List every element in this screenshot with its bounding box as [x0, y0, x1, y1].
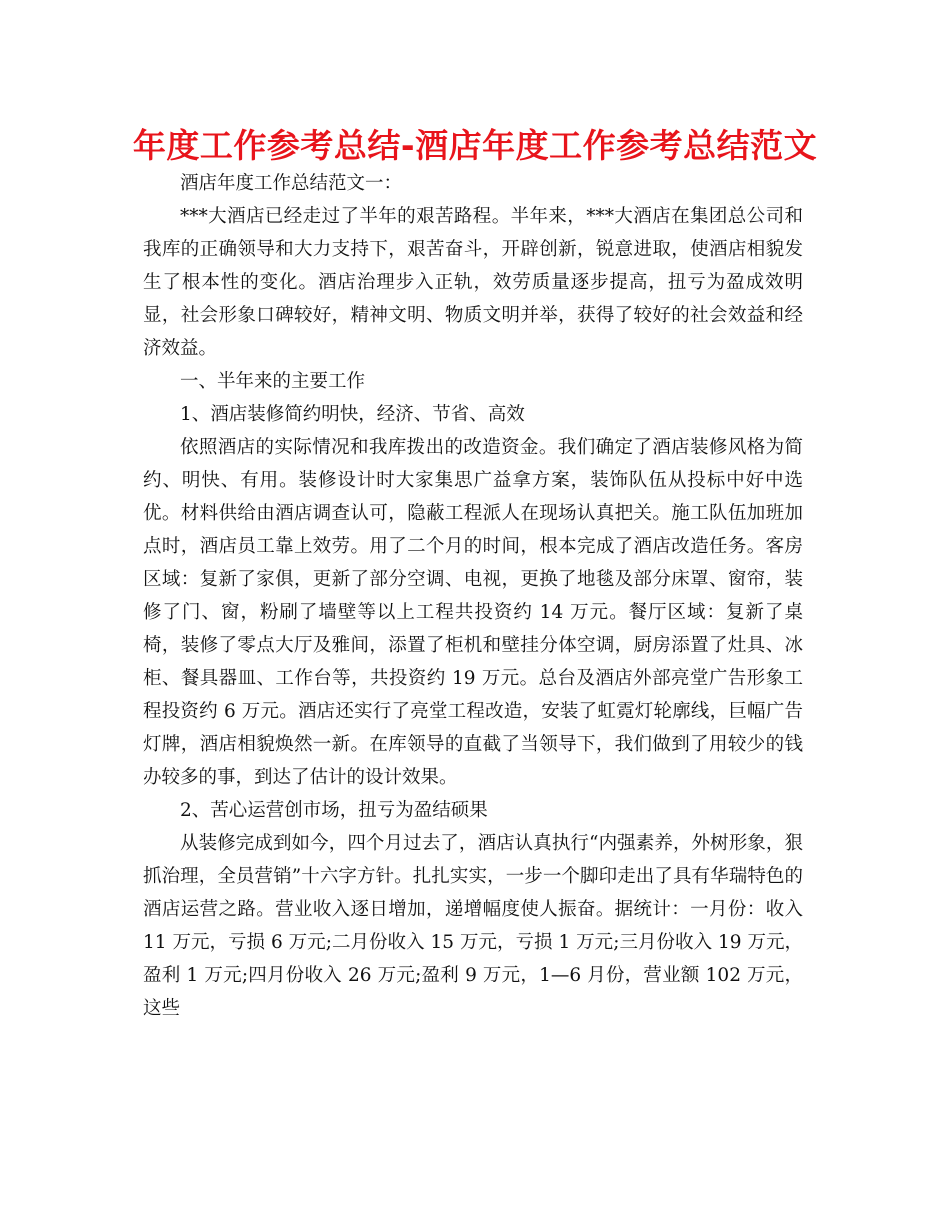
subsection-heading: 1、酒店装修简约明快，经济、节省、高效 [180, 404, 525, 425]
body-paragraph: 从装修完成到如今，四个月过去了，酒店认真执行“内强素养，外树形象，狠抓治理，全员营销”十六字方针。扎扎实实，一步一个脚印走出了具有华瑞特色的酒店运营之路。营业收入逐日增加，递增幅度使人振奋。据统计：一月份：收入 11 万元，亏损 6 万元;二月份收入 15 万元，亏损 1 万元;三月份收入 19 万元，盈利 1 万元;四月份收入 26 万元;盈利 9 万元，1—6 月份，营业额 102 万元，这些 [143, 833, 803, 1019]
section-heading: 酒店年度工作总结范文一： [180, 173, 403, 194]
document-body [143, 167, 803, 1025]
subsection-heading: 2、苦心运营创市场，扭亏为盈结硕果 [180, 800, 488, 821]
body-paragraph: ***大酒店已经走过了半年的艰苦路程。半年来，***大酒店在集团总公司和我库的正确领导和大力支持下，艰苦奋斗，开辟创新，锐意进取，使酒店相貌发生了根本性的变化。酒店治理步入正轨，效劳质量逐步提高，扭亏为盈成效明显，社会形象口碑较好，精神文明、物质文明并举，获得了较好的社会效益和经济效益。 [143, 206, 803, 359]
body-paragraph: 依照酒店的实际情况和我库拨出的改造资金。我们确定了酒店装修风格为简约、明快、有用。装修设计时大家集思广益拿方案，装饰队伍从投标中好中选优。材料供给由酒店调查认可，隐蔽工程派人在现场认真把关。施工队伍加班加点时，酒店员工靠上效劳。用了二个月的时间，根本完成了酒店改造任务。客房区域：复新了家俱，更新了部分空调、电视，更换了地毯及部分床罩、窗帘，装修了门、窗，粉刷了墙壁等以上工程共投资约 14 万元。餐厅区域：复新了桌椅，装修了零点大厅及雅间，添置了柜机和壁挂分体空调，厨房添置了灶具、冰柜、餐具器皿、工作台等，共投资约 19 万元。总台及酒店外部亮堂广告形象工程投资约 6 万元。酒店还实行了亮堂工程改造，安装了虹霓灯轮廓线，巨幅广告灯牌，酒店相貌焕然一新。在库领导的直截了当领导下，我们做到了用较少的钱办较多的事，到达了估计的设计效果。 [143, 437, 803, 788]
document-title: 年度工作参考总结-酒店年度工作参考总结范文 [132, 126, 818, 165]
section-heading: 一、半年来的主要工作 [180, 371, 366, 392]
